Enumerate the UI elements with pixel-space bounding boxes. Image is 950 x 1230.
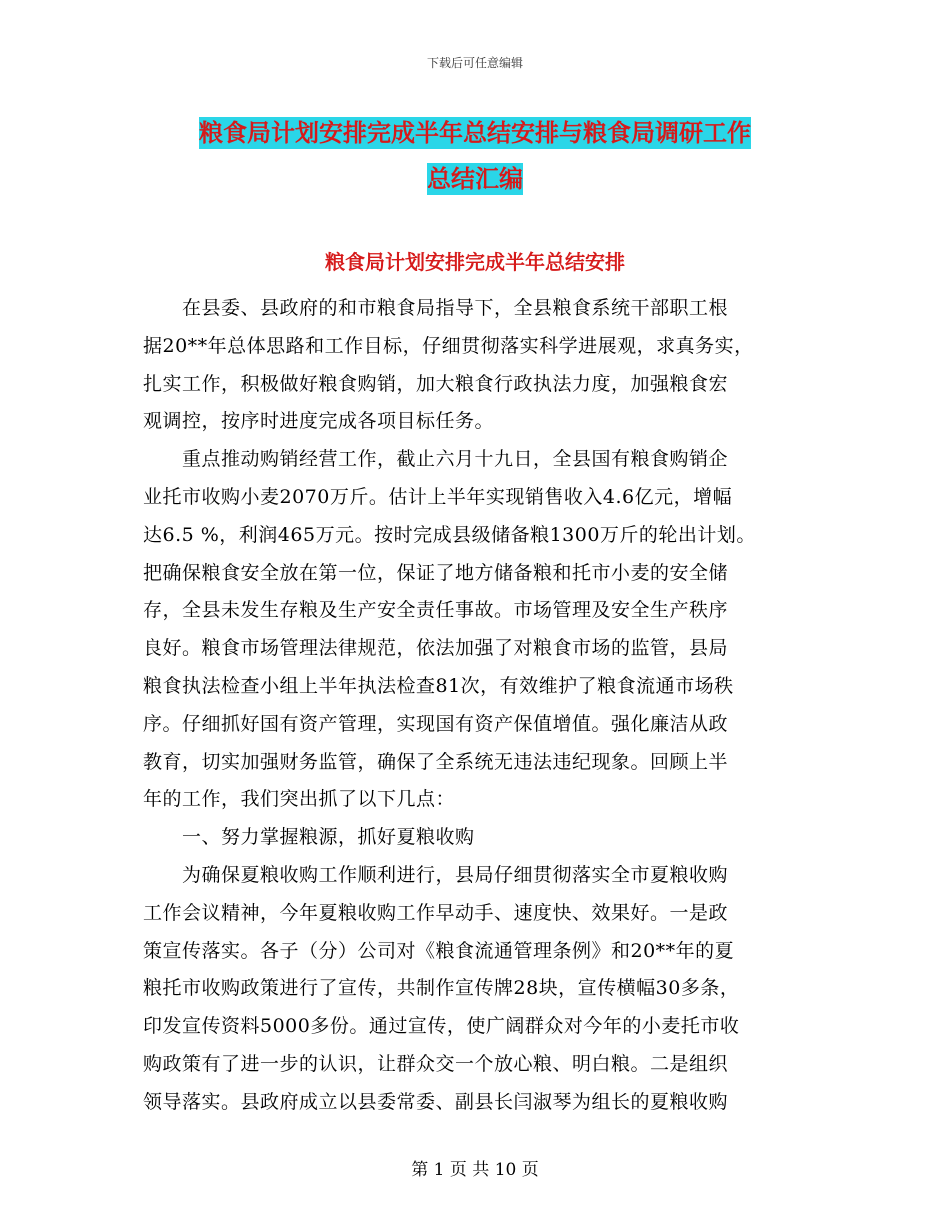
body-line: 达6.5 %，利润465万元。按时完成县级储备粮1300万斤的轮出计划。: [143, 523, 756, 546]
body-line: 工作会议精神，今年夏粮收购工作早动手、速度快、效果好。一是政: [143, 901, 729, 924]
body-line: 据20**年总体思路和工作目标，仔细贯彻落实科学进展观，求真务实，: [143, 334, 754, 357]
body-line: 购政策有了进一步的认识，让群众交一个放心粮、明白粮。二是组织: [143, 1052, 729, 1075]
page-footer: 第 1 页 共 10 页: [411, 1160, 539, 1180]
body-text: [143, 290, 803, 1122]
document-title: [150, 110, 800, 202]
body-line: 序。仔细抓好国有资产管理，实现国有资产保值增值。强化廉洁从政: [143, 712, 729, 735]
body-line: 重点推动购销经营工作，截止六月十九日，全县国有粮食购销企: [143, 448, 729, 471]
body-line: 把确保粮食安全放在第一位，保证了地方储备粮和托市小麦的安全储: [143, 561, 729, 584]
body-line: 策宣传落实。各子（分）公司对《粮食流通管理条例》和20**年的夏: [143, 939, 735, 962]
page-header-note: 下载后可任意编辑: [426, 56, 523, 70]
body-line: 教育，切实加强财务监管，确保了全系统无违法违纪现象。回顾上半: [143, 750, 729, 773]
body-line: 领导落实。县政府成立以县委常委、副县长闫淑琴为组长的夏粮收购: [143, 1090, 729, 1113]
body-line: 粮食执法检查小组上半年执法检查81次，有效维护了粮食流通市场秩: [143, 674, 734, 697]
document-title-line-1: 粮食局计划安排完成半年总结安排与粮食局调研工作: [199, 119, 751, 147]
body-line: 观调控，按序时进度完成各项目标任务。: [143, 410, 495, 433]
section-heading-1: 一、努力掌握粮源，抓好夏粮收购: [143, 826, 475, 849]
body-line: 良好。粮食市场管理法律规范，依法加强了对粮食市场的监管，县局: [143, 637, 729, 660]
body-line: 年的工作，我们突出抓了以下几点：: [143, 788, 456, 811]
body-line: 印发宣传资料5000多份。通过宣传，使广阔群众对今年的小麦托市收: [143, 1015, 740, 1038]
document-title-line-2: 总结汇编: [427, 165, 523, 193]
body-line: 为确保夏粮收购工作顺利进行，县局仔细贯彻落实全市夏粮收购: [143, 863, 729, 886]
body-line: 存，全县未发生存粮及生产安全责任事故。市场管理及安全生产秩序: [143, 599, 729, 622]
body-line: 在县委、县政府的和市粮食局指导下，全县粮食系统干部职工根: [143, 297, 729, 319]
body-line: 业托市收购小麦2070万斤。估计上半年实现销售收入4.6亿元，增幅: [143, 485, 733, 508]
body-line: 扎实工作，积极做好粮食购销，加大粮食行政执法力度，加强粮食宏: [143, 372, 729, 395]
section-title: 粮食局计划安排完成半年总结安排: [325, 250, 625, 274]
body-line: 粮托市收购政策进行了宣传，共制作宣传牌28块，宣传横幅30多条，: [143, 977, 740, 1000]
